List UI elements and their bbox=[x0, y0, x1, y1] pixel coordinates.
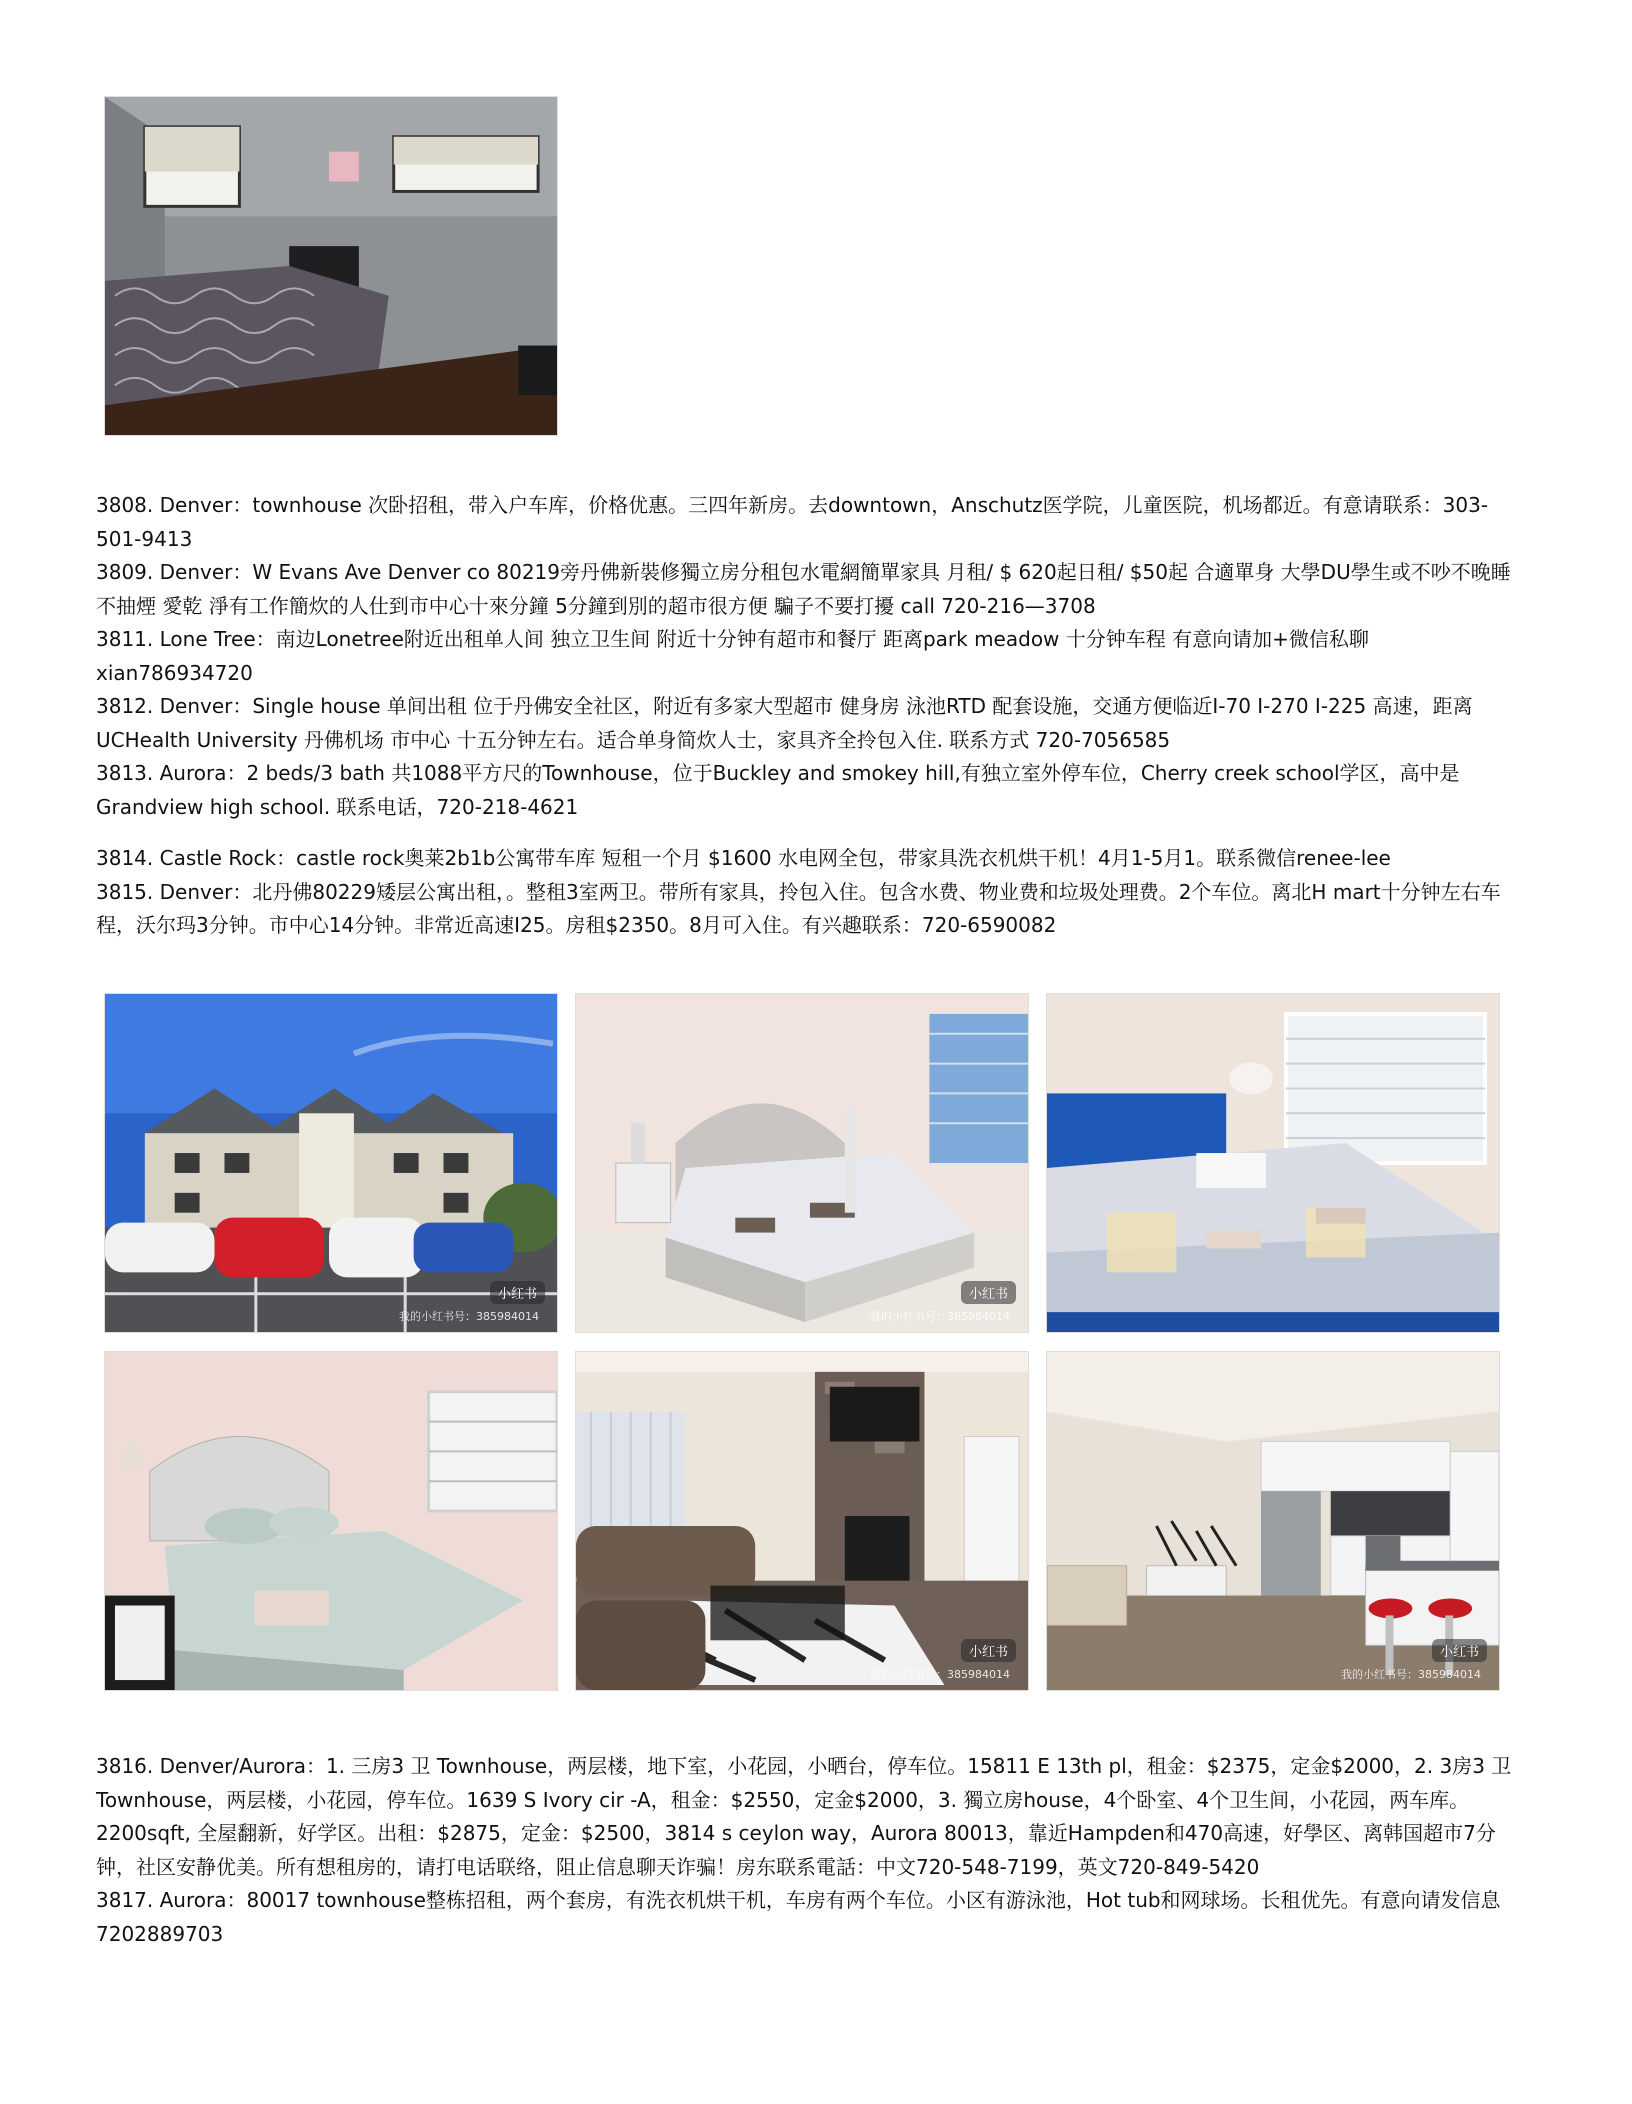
watermark-id: 我的小红书号：385984014 bbox=[399, 1310, 539, 1323]
xiaohongshu-watermark: 小红书 bbox=[961, 1639, 1016, 1662]
bedroom-photo-2 bbox=[575, 993, 1029, 1333]
watermark-id: 我的小红书号：385984014 bbox=[870, 1668, 1010, 1681]
listings-group-2 bbox=[96, 842, 1516, 943]
watermark-id: 我的小红书号：385984014 bbox=[1341, 1668, 1481, 1681]
listing-3816: 3816. Denver/Aurora：1. 三房3 卫 Townhouse，两层楼，地下室，小花园，小晒台，停车位。15811 E 13th pl，租金：$2375，定金$2000，2. 3房3 卫 Townhouse，两层楼，小花园，停车位。1639 S Ivory cir -A，租金：$2550，定金$2000，3. 獨立房house，4个卧室、4个卫生间，小花园，两车库。2200sqft, 全屋翻新，好学区。出租：$2875，定金：$2500，3814 s ceylon way，Aurora 80013，靠近Hampden和470高速，好學区、离韩国超市7分钟，社区安静优美。所有想租房的，请打电话联络，阻止信息聊天诈骗！房东联系電話：中文720-548-7199，英文720-849-5420 bbox=[96, 1754, 1512, 1879]
listing-3808: 3808. Denver：townhouse 次卧招租，带入户车库，价格优惠。三四年新房。去downtown，Anschutz医学院，儿童医院，机场都近。有意请联系：303-501-9413 bbox=[96, 493, 1489, 551]
listing-3815: 3815. Denver：北丹佛80229矮层公寓出租，。整租3室两卫。带所有家具，拎包入住。包含水费、物业费和垃圾处理费。2个车位。离北H mart十分钟左右车程，沃尔玛3分钟。市中心14分钟。非常近高速I25。房租$2350。8月可入住。有兴趣联系：720-6590082 bbox=[96, 879, 1501, 937]
bedroom-photo-4 bbox=[104, 1351, 558, 1691]
watermark-id: 我的小红书号：385984014 bbox=[870, 1310, 1010, 1323]
bedroom-photo-top bbox=[104, 96, 558, 436]
listings-group-1 bbox=[96, 489, 1516, 824]
listing-3812: 3812. Denver：Single house 单间出租 位于丹佛安全社区，附近有多家大型超市 健身房 泳池RTD 配套设施，交通方便临近I-70 I-270 I-225 高速，距离UCHealth University 丹佛机场 市中心 十五分钟左右。适合单身简炊人士，家具齐全拎包入住. 联系方式 720-7056585 bbox=[96, 694, 1473, 752]
xiaohongshu-watermark: 小红书 bbox=[1432, 1639, 1487, 1662]
kitchen-photo bbox=[1046, 1351, 1500, 1691]
listings-group-3 bbox=[96, 1750, 1516, 1951]
listing-3809: 3809. Denver：W Evans Ave Denver co 80219旁丹佛新裝修獨立房分租包水電網簡單家具 月租/ $ 620起日租/ $50起 合適單身 大學DU學生或不吵不晚睡 不抽煙 愛乾 淨有工作簡炊的人仕到市中心十來分鐘 5分鐘到別的超市很方便 騙子不要打擾 call 720-216—3708 bbox=[96, 560, 1511, 618]
listing-3813: 3813. Aurora：2 beds/3 bath 共1088平方尺的Townhouse，位于Buckley and smokey hill,有独立室外停车位，Cherry creek school学区，高中是Grandview high school. 联系电话，720-218-4621 bbox=[96, 761, 1460, 819]
listing-3817: 3817. Aurora：80017 townhouse整栋招租，两个套房，有洗衣机烘干机，车房有两个车位。小区有游泳池，Hot tub和网球场。长租优先。有意向请发信息7202889703 bbox=[96, 1888, 1501, 1946]
listing-3811: 3811. Lone Tree：南边Lonetree附近出租单人间 独立卫生间 附近十分钟有超市和餐厅 距离park meadow 十分钟车程 有意向请加+微信私聊xian786934720 bbox=[96, 627, 1369, 685]
building-exterior-photo bbox=[104, 993, 558, 1333]
xiaohongshu-watermark: 小红书 bbox=[961, 1281, 1016, 1304]
listing-3814: 3814. Castle Rock：castle rock奥莱2b1b公寓带车库 短租一个月 $1600 水电网全包，带家具洗衣机烘干机！4月1-5月1。联系微信renee-lee bbox=[96, 846, 1391, 870]
xiaohongshu-watermark: 小红书 bbox=[490, 1281, 545, 1304]
living-room-photo bbox=[575, 1351, 1029, 1691]
bedroom-photo-3 bbox=[1046, 993, 1500, 1333]
